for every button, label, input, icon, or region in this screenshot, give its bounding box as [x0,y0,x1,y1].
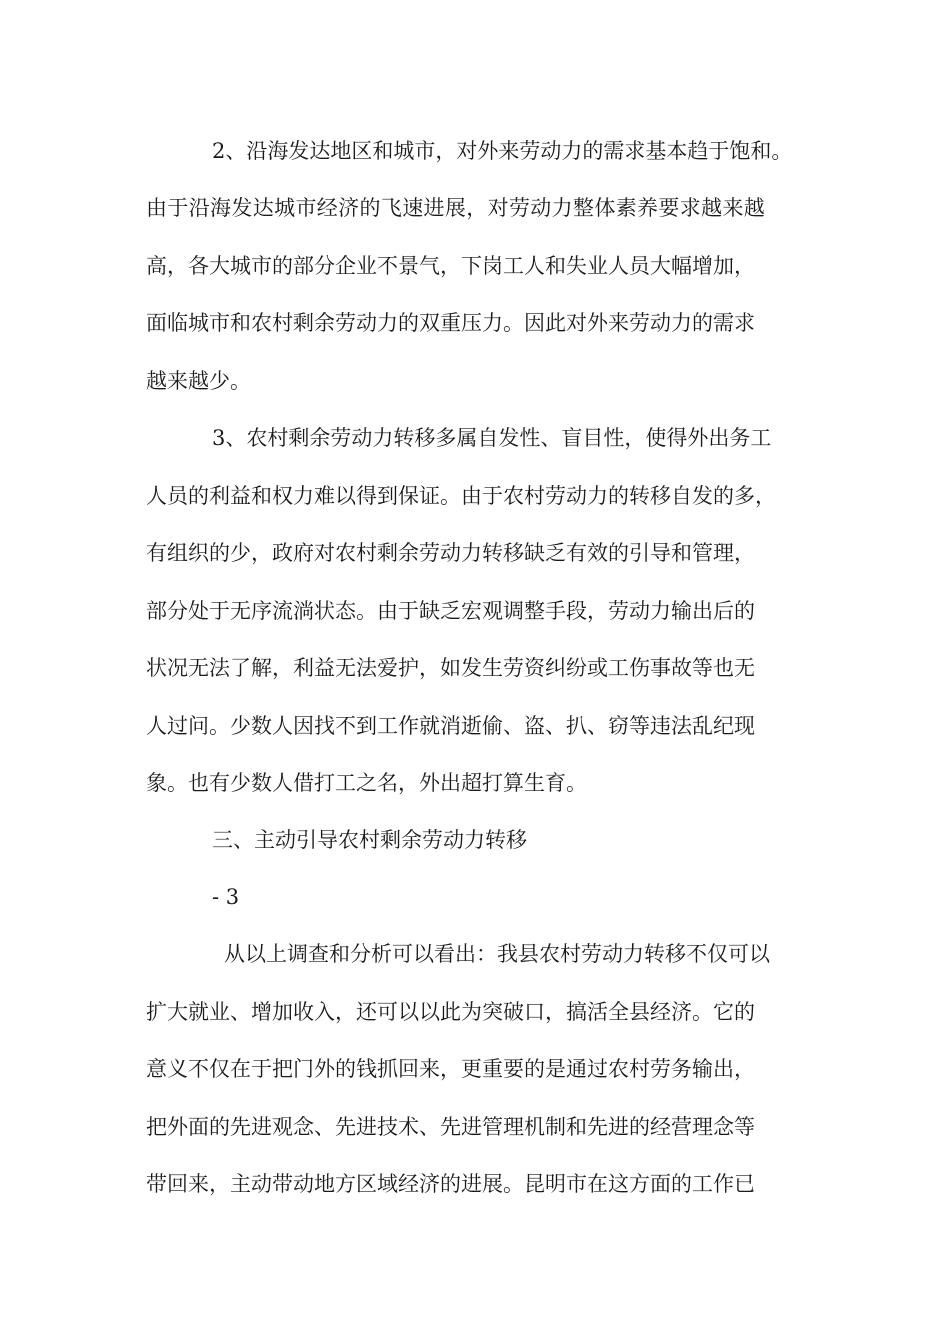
paragraph-2-line-3: 有组织的少，政府对农村剩余劳动力转移缺乏有效的引导和管理， [146,541,755,565]
paragraph-2-line-2: 人员的利益和权力难以得到保证。由于农村劳动力的转移自发的多， [146,484,776,508]
paragraph-2-line-1: 3、农村剩余劳动力转移多属自发性、盲目性，使得外出务工 [212,426,772,450]
paragraph-2-line-6: 人过问。少数人因找不到工作就消逝偷、盗、扒、窃等违法乱纪现 [146,714,755,738]
paragraph-2-line-5: 状况无法了解，利益无法爱护，如发生劳资纠纷或工伤事故等也无 [146,656,755,680]
paragraph-1-line-1: 2、沿海发达地区和城市，对外来劳动力的需求基本趋于饱和。 [212,139,793,163]
paragraph-1-line-2: 由于沿海发达城市经济的飞速进展，对劳动力整体素养要求越来越 [146,196,766,220]
page-number-marker: - 3 [212,885,240,909]
paragraph-3-line-5: 带回来，主动带动地方区域经济的进展。昆明市在这方面的工作已 [146,1172,755,1196]
paragraph-3-line-2: 扩大就业、增加收入，还可以以此为突破口，搞活全县经济。它的 [146,1000,755,1024]
paragraph-2-line-4: 部分处于无序流淌状态。由于缺乏宏观调整手段，劳动力输出后的 [146,599,755,623]
section-heading: 三、主动引导农村剩余劳动力转移 [212,828,527,852]
paragraph-3-line-1: 从以上调查和分析可以看出：我县农村劳动力转移不仅可以 [224,942,770,966]
paragraph-3-line-3: 意义不仅在于把门外的钱抓回来，更重要的是通过农村劳务输出， [146,1057,755,1081]
paragraph-3-line-4: 把外面的先进观念、先进技术、先进管理机制和先进的经营理念等 [146,1115,755,1139]
paragraph-1-line-4: 面临城市和农村剩余劳动力的双重压力。因此对外来劳动力的需求 [146,311,755,335]
paragraph-2-line-7: 象。也有少数人借打工之名，外出超打算生育。 [146,771,587,795]
paragraph-1-line-5: 越来越少。 [146,369,251,393]
paragraph-1-line-3: 高，各大城市的部分企业不景气，下岗工人和失业人员大幅增加， [146,254,755,278]
